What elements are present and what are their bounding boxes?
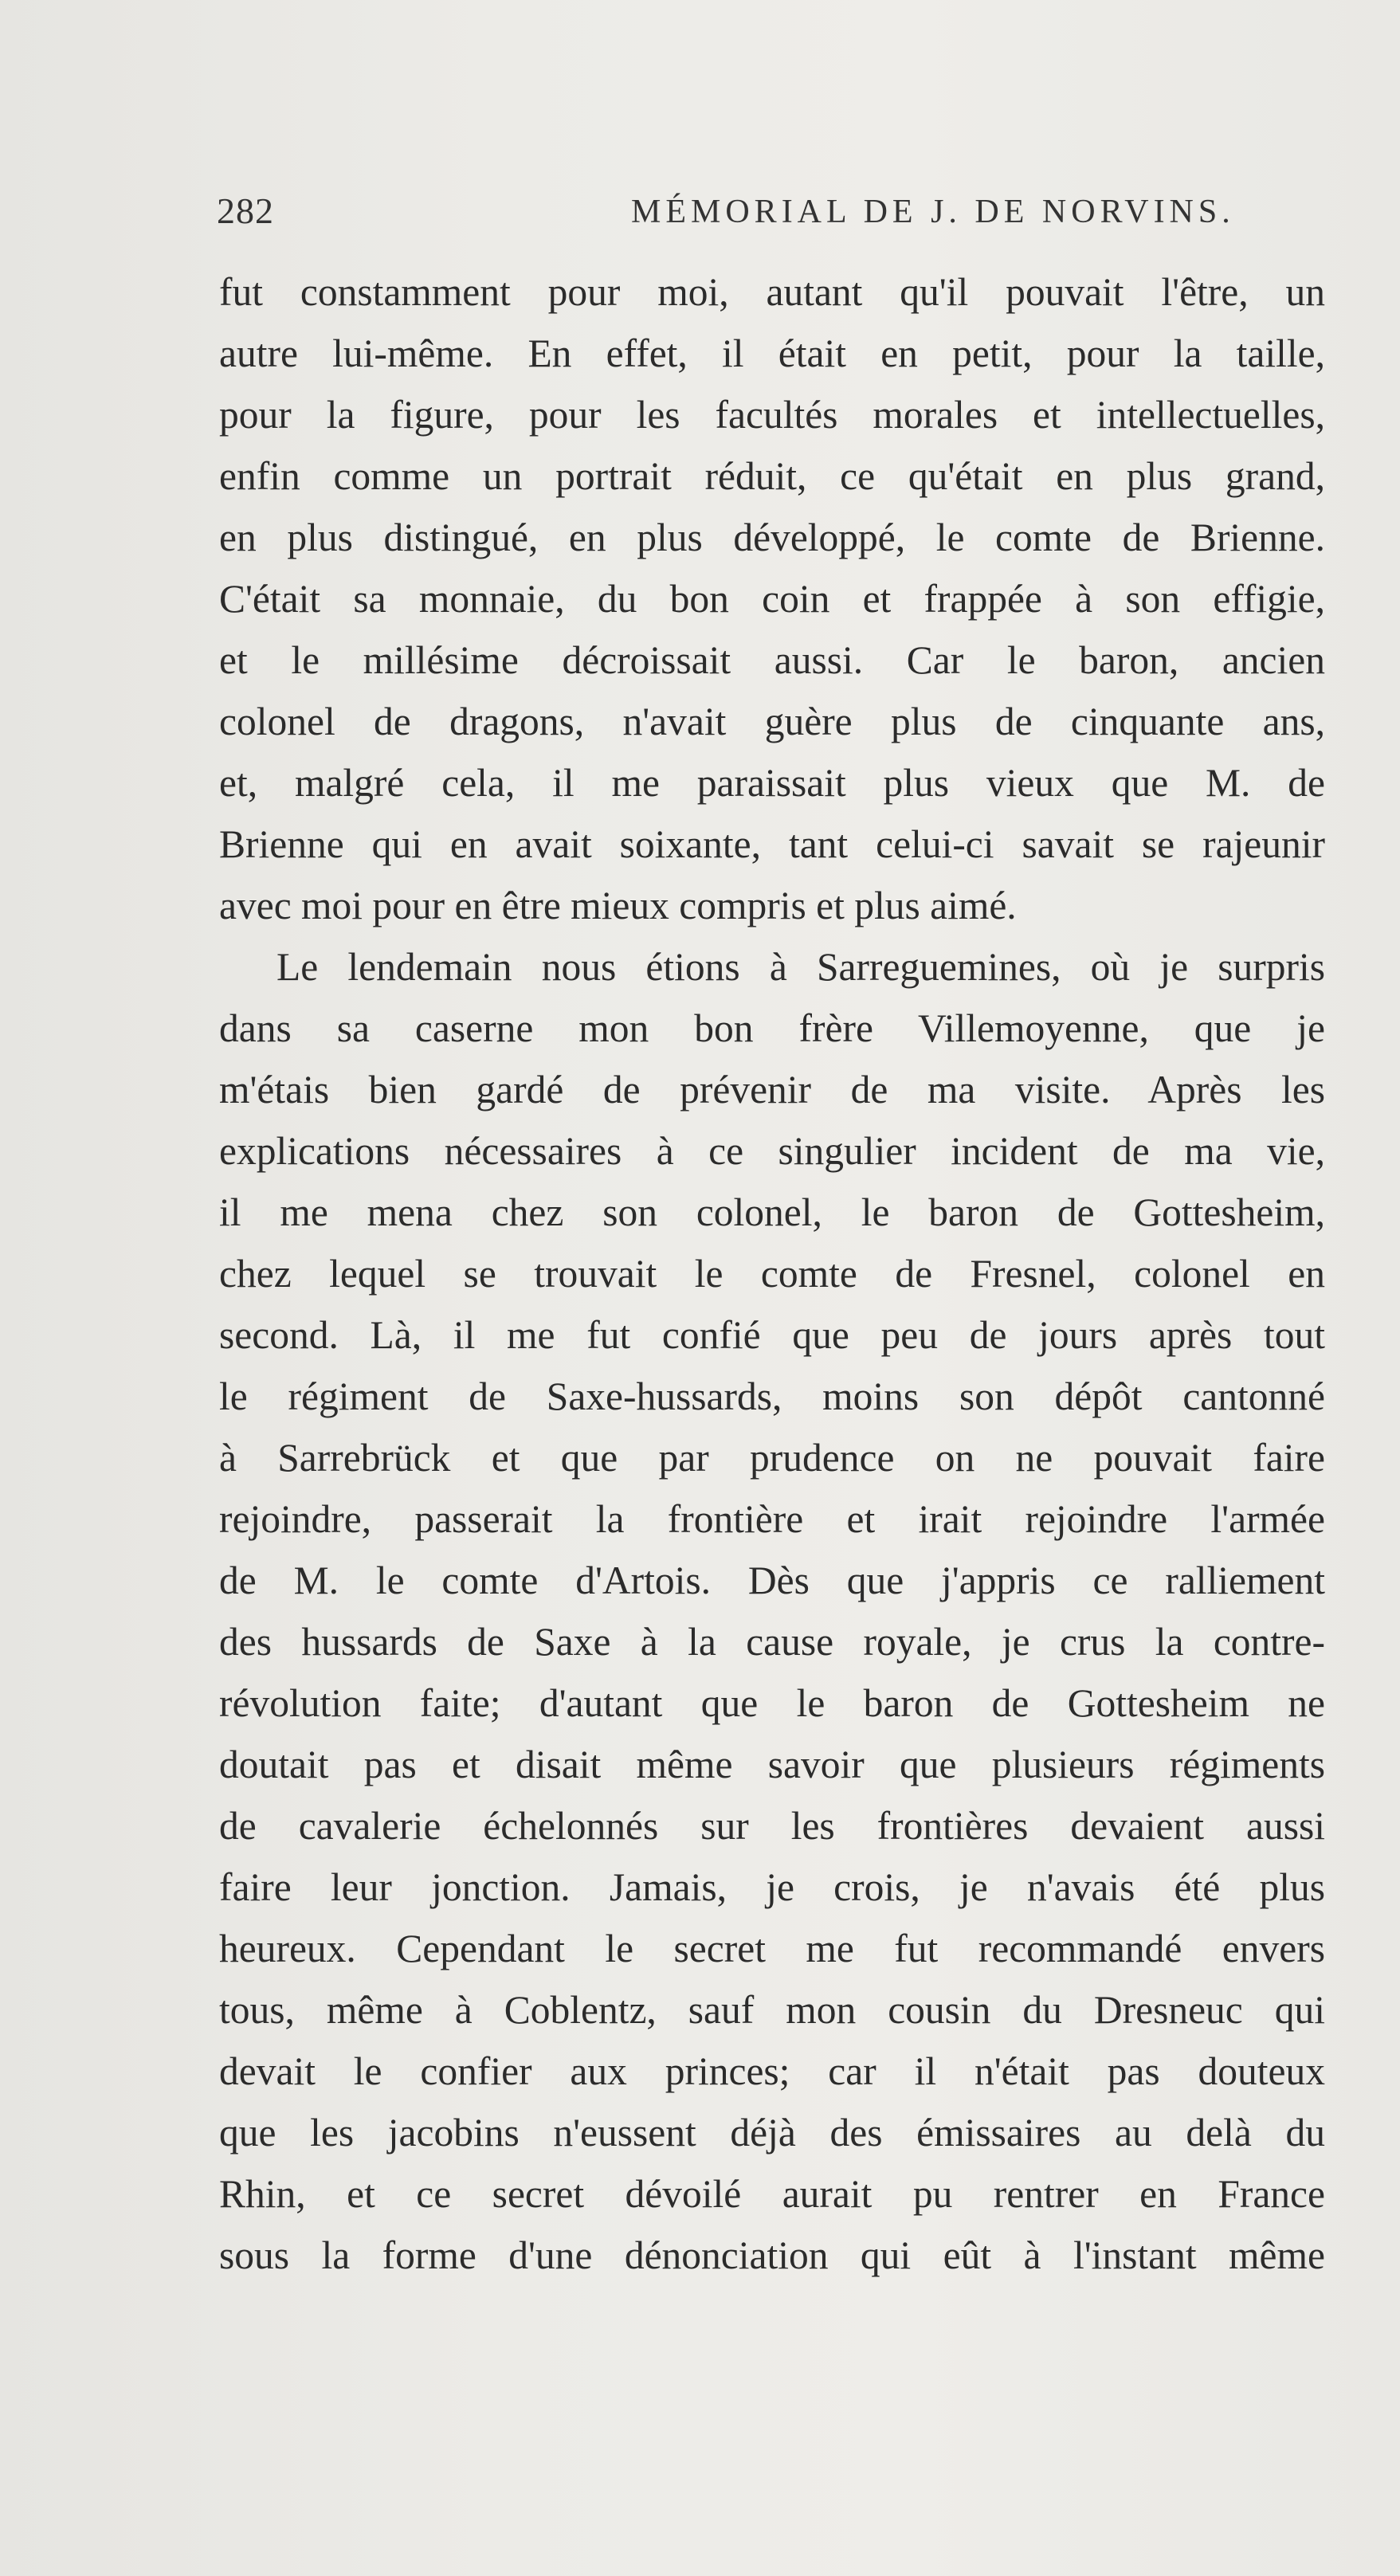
text-line: fut constamment pour moi, autant qu'il pouvait l'être, un bbox=[219, 270, 1325, 314]
paragraph-end-line: avec moi pour en être mieux compris et plus aimé. bbox=[219, 884, 1017, 927]
text-line: Brienne qui en avait soixante, tant celui-ci savait se rajeunir bbox=[219, 822, 1325, 866]
text-line: dans sa caserne mon bon frère Villemoyenne, que je bbox=[219, 1006, 1325, 1050]
text-line: doutait pas et disait même savoir que plusieurs régiments bbox=[219, 1743, 1325, 1786]
text-line: second. Là, il me fut confié que peu de jours après tout bbox=[219, 1313, 1325, 1357]
text-line: des hussards de Saxe à la cause royale, je crus la contre- bbox=[219, 1620, 1325, 1664]
text-line: de M. le comte d'Artois. Dès que j'appris ce ralliement bbox=[219, 1559, 1325, 1602]
text-line: rejoindre, passerait la frontière et irait rejoindre l'armée bbox=[219, 1497, 1325, 1541]
paragraph-start-line: Le lendemain nous étions à Sarreguemines, où je surpris bbox=[276, 945, 1325, 989]
text-line: de cavalerie échelonnés sur les frontières devaient aussi bbox=[219, 1804, 1325, 1848]
text-line: à Sarrebrück et que par prudence on ne pouvait faire bbox=[219, 1436, 1325, 1480]
text-line: devait le confier aux princes; car il n'était pas douteux bbox=[219, 2049, 1325, 2093]
text-line: que les jacobins n'eussent déjà des émissaires au delà du bbox=[219, 2111, 1325, 2155]
text-line: enfin comme un portrait réduit, ce qu'était en plus grand, bbox=[219, 454, 1325, 498]
page-header bbox=[217, 190, 1324, 237]
text-line: le régiment de Saxe-hussards, moins son dépôt cantonné bbox=[219, 1374, 1325, 1418]
text-line: révolution faite; d'autant que le baron de Gottesheim ne bbox=[219, 1681, 1325, 1725]
text-line: pour la figure, pour les facultés morales et intellectuelles, bbox=[219, 393, 1325, 437]
text-line: Rhin, et ce secret dévoilé aurait pu rentrer en France bbox=[219, 2172, 1325, 2216]
text-line: en plus distingué, en plus développé, le comte de Brienne. bbox=[219, 516, 1325, 559]
text-line: faire leur jonction. Jamais, je crois, je n'avais été plus bbox=[219, 1865, 1325, 1909]
text-line: sous la forme d'une dénonciation qui eût à l'instant même bbox=[219, 2233, 1325, 2277]
body-text bbox=[219, 261, 1325, 2286]
text-line: colonel de dragons, n'avait guère plus de cinquante ans, bbox=[219, 700, 1325, 743]
text-line: explications nécessaires à ce singulier incident de ma vie, bbox=[219, 1129, 1325, 1173]
text-line: et, malgré cela, il me paraissait plus vieux que M. de bbox=[219, 761, 1325, 805]
text-line: il me mena chez son colonel, le baron de Gottesheim, bbox=[219, 1190, 1325, 1234]
text-line: heureux. Cependant le secret me fut recommandé envers bbox=[219, 1927, 1325, 1970]
text-line: chez lequel se trouvait le comte de Fresnel, colonel en bbox=[219, 1252, 1325, 1296]
text-line: C'était sa monnaie, du bon coin et frappée à son effigie, bbox=[219, 577, 1325, 621]
text-line: et le millésime décroissait aussi. Car le baron, ancien bbox=[219, 638, 1325, 682]
running-title: MÉMORIAL DE J. DE NORVINS. bbox=[631, 194, 1235, 230]
text-line: m'étais bien gardé de prévenir de ma visite. Après les bbox=[219, 1068, 1325, 1112]
text-line: autre lui-même. En effet, il était en petit, pour la taille, bbox=[219, 331, 1325, 375]
page-number: 282 bbox=[217, 190, 274, 231]
text-line: tous, même à Coblentz, sauf mon cousin du Dresneuc qui bbox=[219, 1988, 1325, 2032]
